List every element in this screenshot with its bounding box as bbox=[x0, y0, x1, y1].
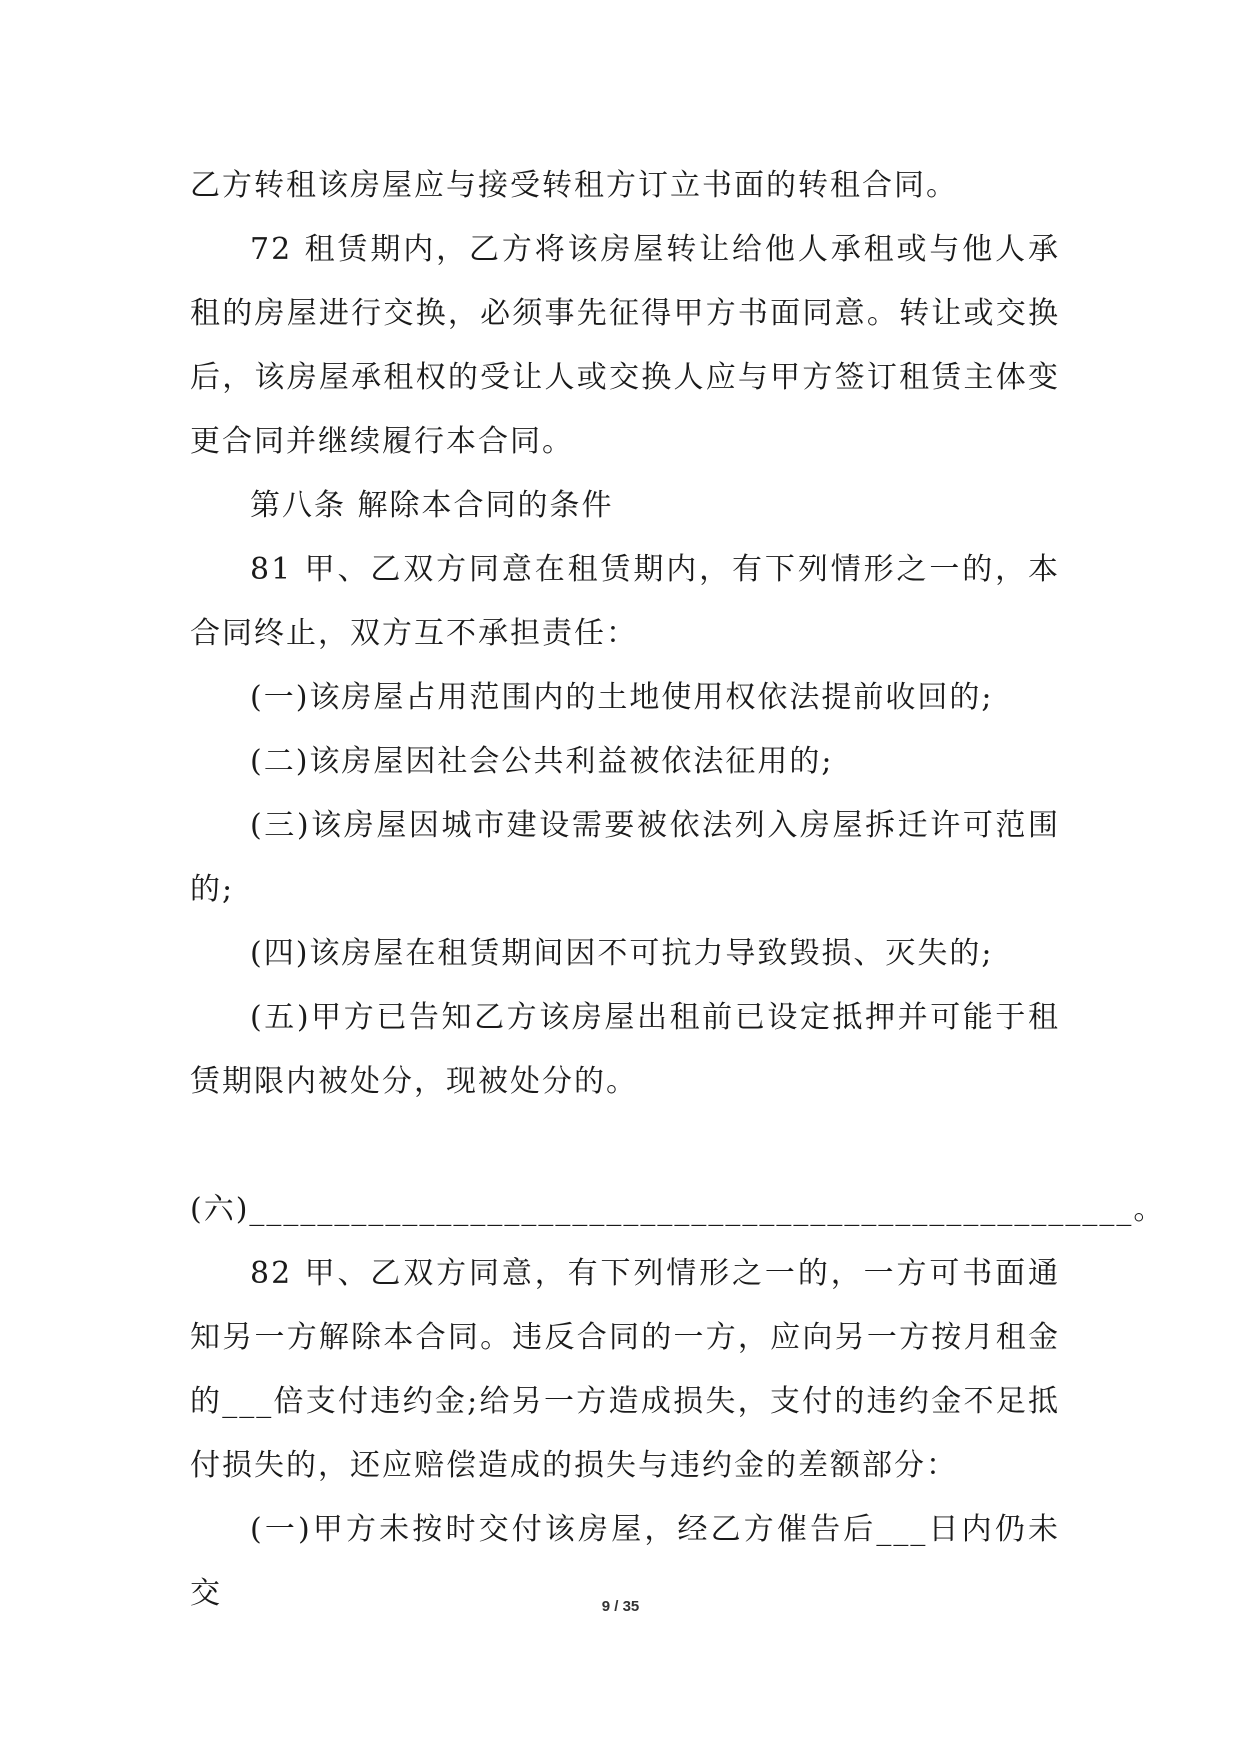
section-heading-article-8: 第八条 解除本合同的条件 bbox=[250, 488, 614, 523]
page-number: 9 / 35 bbox=[601, 1598, 640, 1615]
document-body bbox=[190, 154, 1166, 1626]
list-item-8-1-3: (三)该房屋因城市建设需要被依法列入房屋拆迁许可范围的; bbox=[190, 808, 1060, 907]
list-item-8-1-5: (五)甲方已告知乙方该房屋出租前已设定抵押并可能于租赁期限内被处分，现被处分的。 bbox=[190, 1000, 1060, 1099]
paragraph-clause-8-2: 82 甲、乙双方同意，有下列情形之一的，一方可书面通知另一方解除本合同。违反合同的一方，应向另一方按月租金的___倍支付违约金;给另一方造成损失，支付的违约金不足抵付损失的，还应赔偿造成的损失与违约金的差额部分： bbox=[190, 1256, 1060, 1483]
paragraph-clause-7-2: 72 租赁期内，乙方将该房屋转让给他人承租或与他人承租的房屋进行交换，必须事先征得甲方书面同意。转让或交换后，该房屋承租权的受让人或交换人应与甲方签订租赁主体变更合同并继续履行本合同。 bbox=[190, 232, 1060, 459]
paragraph-spacer bbox=[190, 1114, 1060, 1178]
list-item-8-1-6-blank: (六)____________________________________________________。 bbox=[190, 1192, 1166, 1227]
list-item-8-1-1: (一)该房屋占用范围内的土地使用权依法提前收回的; bbox=[250, 680, 994, 715]
list-item-8-2-1: (一)甲方未按时交付该房屋，经乙方催告后___日内仍未交 bbox=[190, 1512, 1060, 1611]
paragraph-clause-8-1: 81 甲、乙双方同意在租赁期内，有下列情形之一的，本合同终止，双方互不承担责任： bbox=[190, 552, 1060, 651]
list-item-8-1-4: (四)该房屋在租赁期间因不可抗力导致毁损、灭失的; bbox=[250, 936, 994, 971]
paragraph-sublease-contract: 乙方转租该房屋应与接受转租方订立书面的转租合同。 bbox=[190, 168, 958, 203]
list-item-8-1-2: (二)该房屋因社会公共利益被依法征用的; bbox=[250, 744, 834, 779]
